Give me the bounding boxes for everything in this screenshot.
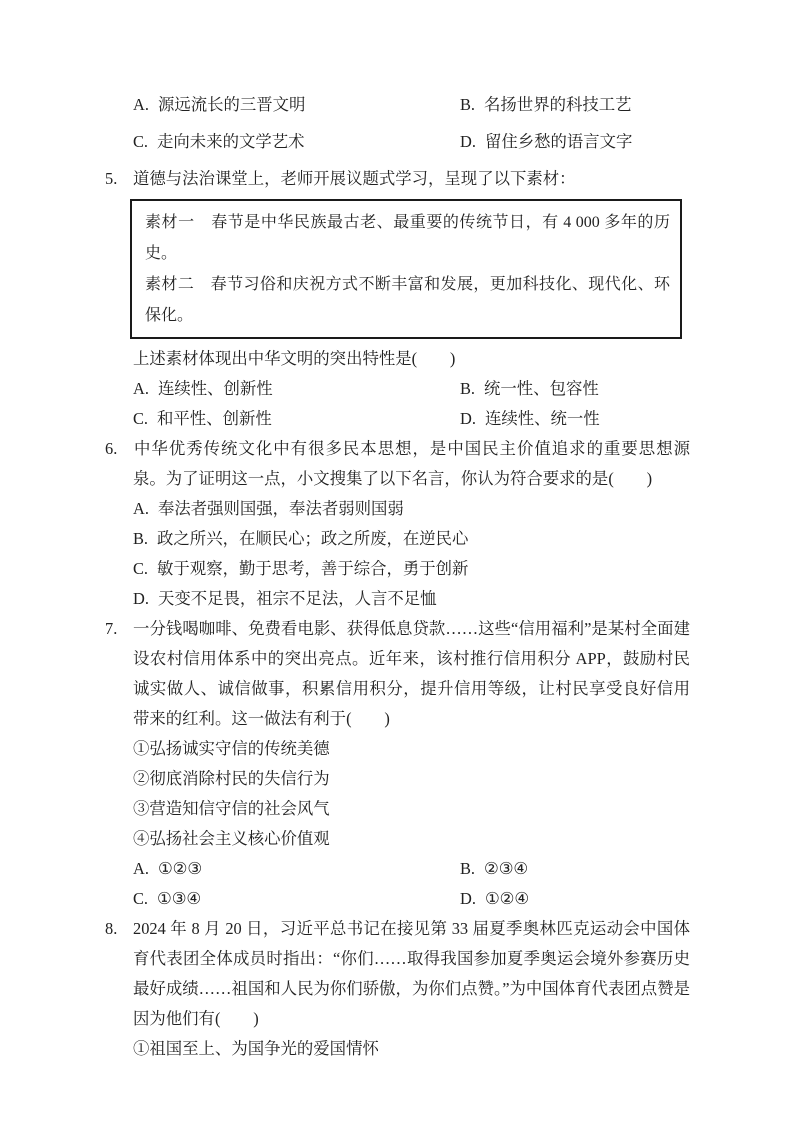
option-row [133, 90, 690, 120]
q6-option-b [133, 524, 690, 554]
question-number: 7. [105, 619, 118, 638]
q5-option-a [133, 374, 460, 404]
option-text: 统一性、包容性 [484, 379, 599, 398]
option-text: 名扬世界的科技工艺 [484, 95, 632, 114]
option-label: C. [133, 889, 149, 908]
option-label: A. [133, 379, 149, 398]
option-row [133, 404, 690, 434]
question-7-stem [105, 614, 690, 734]
q7-option-a [133, 854, 460, 884]
option-text: 走向未来的文学艺术 [157, 132, 305, 151]
q6-option-c [133, 554, 690, 584]
q4-option-d [460, 127, 690, 157]
q7-option-c [133, 884, 460, 914]
option-label: A. [133, 95, 149, 114]
option-text: 留住乡愁的语言文字 [484, 132, 633, 151]
material-1: 素材一 春节是中华民族最古老、最重要的传统节日，有 4 000 多年的历史。 [145, 214, 670, 262]
q5-option-c [133, 404, 460, 434]
q5-option-b [460, 374, 690, 404]
question-8-stem [105, 914, 690, 1034]
question-text: 一分钱喝咖啡、免费看电影、获得低息贷款……这些“信用福利”是某村全面建设农村信用体系中的突出亮点。近年来，该村推行信用积分 APP，鼓励村民诚实做人、诚信做事，积累信用积分，提升信用等级，让村民享受良好信用带来的红利。这一做法有利于( ) [133, 619, 690, 728]
option-label: D. [460, 132, 476, 151]
option-label: D. [460, 409, 476, 428]
option-label: D. [133, 589, 149, 608]
material-2: 素材二 春节习俗和庆祝方式不断丰富和发展，更加科技化、现代化、环保化。 [145, 276, 670, 324]
option-text: 天变不足畏，祖宗不足法，人言不足恤 [157, 589, 437, 608]
option-label: C. [133, 559, 149, 578]
q6-option-a [133, 494, 690, 524]
q5-option-d [460, 404, 690, 434]
option-text: 奉法者强则国强，奉法者弱则国弱 [157, 499, 404, 518]
question-5-options [105, 374, 690, 434]
option-text: ①③④ [157, 889, 202, 908]
option-label: A. [133, 859, 149, 878]
option-label: B. [460, 379, 476, 398]
option-label: B. [460, 859, 476, 878]
option-row [133, 374, 690, 404]
option-text: 和平性、创新性 [157, 409, 272, 428]
option-label: A. [133, 499, 149, 518]
question-7-options [105, 854, 690, 914]
option-text: 敏于观察，勤于思考，善于综合，勇于创新 [157, 559, 469, 578]
option-text: ①②③ [157, 859, 203, 878]
question-number: 5. [105, 169, 118, 188]
option-label: B. [460, 95, 476, 114]
option-text: 源远流长的三晋文明 [157, 95, 306, 114]
q4-option-c [133, 127, 460, 157]
option-text: 政之所兴，在顺民心；政之所废，在逆民心 [157, 529, 469, 548]
question-number: 8. [105, 919, 118, 938]
q7-item-4: ④弘扬社会主义核心价值观 [133, 829, 330, 848]
q6-option-d [133, 584, 690, 614]
question-6-options [105, 494, 690, 614]
option-row [133, 854, 690, 884]
question-text: 2024 年 8 月 20 日，习近平总书记在接见第 33 届夏季奥林匹克运动会中国体育代表团全体成员时指出：“你们……取得我国参加夏季奥运会境外参赛历史最好成绩……祖国和人民为你们骄傲，为你们点赞。”为中国体育代表团点赞是因为他们有( ) [133, 919, 690, 1028]
q7-item-1: ①弘扬诚实守信的传统美德 [133, 739, 330, 758]
question-5-question: 上述素材体现出中华文明的突出特性是( ) [133, 349, 456, 368]
option-label: D. [460, 889, 476, 908]
q4-option-a [133, 90, 460, 120]
question-text: 道德与法治课堂上，老师开展议题式学习，呈现了以下素材： [133, 169, 576, 188]
q7-option-b [460, 854, 690, 884]
question-5-stem [105, 164, 690, 194]
option-label: B. [133, 529, 149, 548]
question-4-options [105, 90, 690, 157]
option-row [133, 127, 690, 157]
option-text: 连续性、创新性 [157, 379, 273, 398]
q7-item-2: ②彻底消除村民的失信行为 [133, 769, 330, 788]
option-row [133, 884, 690, 914]
option-text: ②③④ [484, 859, 529, 878]
q4-option-b [460, 90, 690, 120]
q8-item-1: ①祖国至上、为国争光的爱国情怀 [133, 1039, 379, 1058]
material-box [130, 199, 682, 339]
option-text: 连续性、统一性 [484, 409, 600, 428]
question-text: 中华优秀传统文化中有很多民本思想，是中国民主价值追求的重要思想源泉。为了证明这一点，小文搜集了以下名言，你认为符合要求的是( ) [133, 439, 690, 488]
option-text: ①②④ [484, 889, 530, 908]
question-6-stem [105, 434, 690, 494]
option-label: C. [133, 409, 149, 428]
option-label: C. [133, 132, 149, 151]
question-number: 6. [105, 439, 118, 458]
q7-option-d [460, 884, 690, 914]
q7-item-3: ③营造知信守信的社会风气 [133, 799, 330, 818]
